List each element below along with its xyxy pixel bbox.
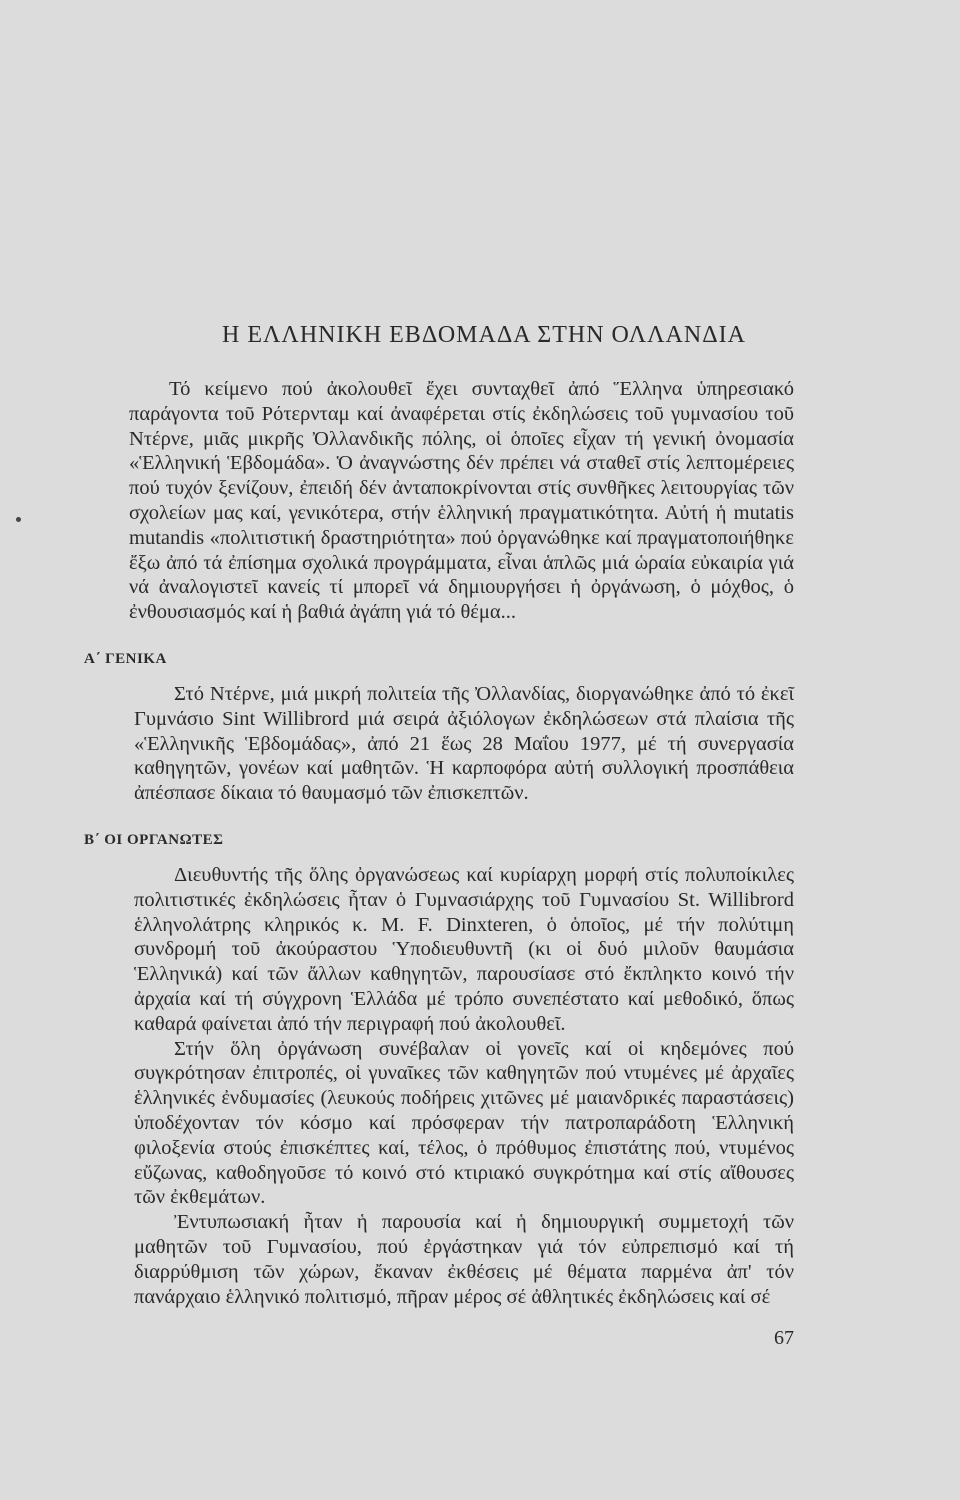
section-b-paragraph: Ἐντυπωσιακή ἦταν ἡ παρουσία καί ἡ δημιουργική συμμετοχή τῶν μαθητῶν τοῦ Γυμνασίου, πού ἐργάστηκαν γιά τόν εὐπρεπισμό καί τή διαρρύθμιση τῶν χώρων, ἔκαναν ἐκθέσεις μέ θέματα παρμένα ἀπ' τόν πανάρχαιο ἑλληνικό πολιτισμό, πῆραν μέρος σέ ἀθλητικές ἐκδηλώσεις καί σέ bbox=[134, 1211, 794, 1308]
section-a-heading: Α΄ ΓΕΝΙΚΑ bbox=[84, 650, 167, 667]
page-number: 67 bbox=[774, 1327, 794, 1349]
section-b-heading: Β΄ ΟΙ ΟΡΓΑΝΩΤΕΣ bbox=[84, 831, 224, 848]
page-title: Η ΕΛΛΗΝΙΚΗ ΕΒΔΟΜΑΔΑ ΣΤΗΝ ΟΛΛΑΝΔΙΑ bbox=[222, 322, 746, 348]
section-b-paragraph: Διευθυντής τῆς ὅλης ὀργανώσεως καί κυρίαρχη μορφή στίς πολυποίκιλες πολιτιστικές ἐκδηλώσεις ἦταν ὁ Γυμνασιάρχης τοῦ Γυμνασίου St. Willibrord ἑλληνολάτρης κληρικός κ. M. F. Dinxteren, ὁ ὁποῖος, μέ τήν πολύτιμη συνδρομή τοῦ ἀκούραστου Ὑποδιευθυντῆ (κι οἱ δυό μιλοῦν θαυμάσια Ἑλληνικά) καί τῶν ἄλλων καθηγητῶν, παρουσίασε στό ἔκπληκτο κοινό τήν ἀρχαία καί τή σύγχρονη Ἑλλάδα μέ τρόπο συνεπέστατο καί μεθοδικό, ὅπως καθαρά φαίνεται ἀπό τήν περιγραφή πού ἀκολουθεῖ. bbox=[134, 863, 794, 1035]
document-content bbox=[84, 322, 794, 1309]
section-a-paragraph: Στό Ντέρνε, μιά μικρή πολιτεία τῆς Ὀλλανδίας, διοργανώθηκε ἀπό τό ἐκεῖ Γυμνάσιο Sint Willibrord μιά σειρά ἀξιόλογων ἐκδηλώσεων στά πλαίσια τῆς «Ἑλληνικῆς Ἑβδομάδας», ἀπό 21 ἕως 28 Μαΐου 1977, μέ τή συνεργασία καθηγητῶν, γονέων καί μαθητῶν. Ἡ καρποφόρα αὐτή συλλογική προσπάθεια ἀπέσπασε δίκαια τό θαυμασμό τῶν ἐπισκεπτῶν. bbox=[134, 682, 794, 805]
margin-dot bbox=[16, 517, 21, 522]
intro-paragraph: Τό κείμενο πού ἀκολουθεῖ ἔχει συνταχθεῖ ἀπό Ἕλληνα ὑπηρεσιακό παράγοντα τοῦ Ρότερνταμ καί ἀναφέρεται στίς ἐκδηλώσεις τοῦ γυμνασίου τοῦ Ντέρνε, μιᾶς μικρῆς Ὀλλανδικῆς πόλης, οἱ ὁποῖες εἶχαν τή γενική ὀνομασία «Ἑλληνική Ἑβδομάδα». Ὁ ἀναγνώστης δέν πρέπει νά σταθεῖ στίς λεπτομέρειες πού τυχόν ξενίζουν, ἐπειδή δέν ἀνταποκρίνονται στίς συνθῆκες λειτουργίας τῶν σχολείων μας καί, γενικότερα, στήν ἑλληνική πραγματικότητα. Αὐτή ἡ mutatis mutandis «πολιτιστική δραστηριότητα» πού ὀργανώθηκε καί πραγματοποιήθηκε ἔξω ἀπό τά ἐπίσημα σχολικά προγράμματα, εἶναι ἁπλῶς μιά ὡραία εὐκαιρία γιά νά ἀναλογιστεῖ κανείς τί μπορεῖ νά δημιουργήσει ἡ ὀργάνωση, ὁ μόχθος, ὁ ἐνθουσιασμός καί ἡ βαθιά ἀγάπη γιά τό θέμα... bbox=[129, 378, 794, 624]
section-b-paragraph: Στήν ὅλη ὀργάνωση συνέβαλαν οἱ γονεῖς καί οἱ κηδεμόνες πού συγκρότησαν ἐπιτροπές, οἱ γυναῖκες τῶν καθηγητῶν πού ντυμένες μέ ἀρχαῖες ἑλληνικές ἐνδυμασίες (λευκούς ποδήρεις χιτῶνες μέ μαιανδρικές παραστάσεις) ὑποδέχονταν τόν κόσμο καί πρόσφεραν τήν πατροπαράδοτη Ἑλληνική φιλοξενία στούς ἐπισκέπτες καί, τέλος, ὁ πρόθυμος ἐπιστάτης πού, ντυμένος εὔζωνας, καθοδηγοῦσε τό κοινό στό κτιριακό συγκρότημα καί στίς αἴθουσες τῶν ἐκθεμάτων. bbox=[134, 1037, 794, 1209]
